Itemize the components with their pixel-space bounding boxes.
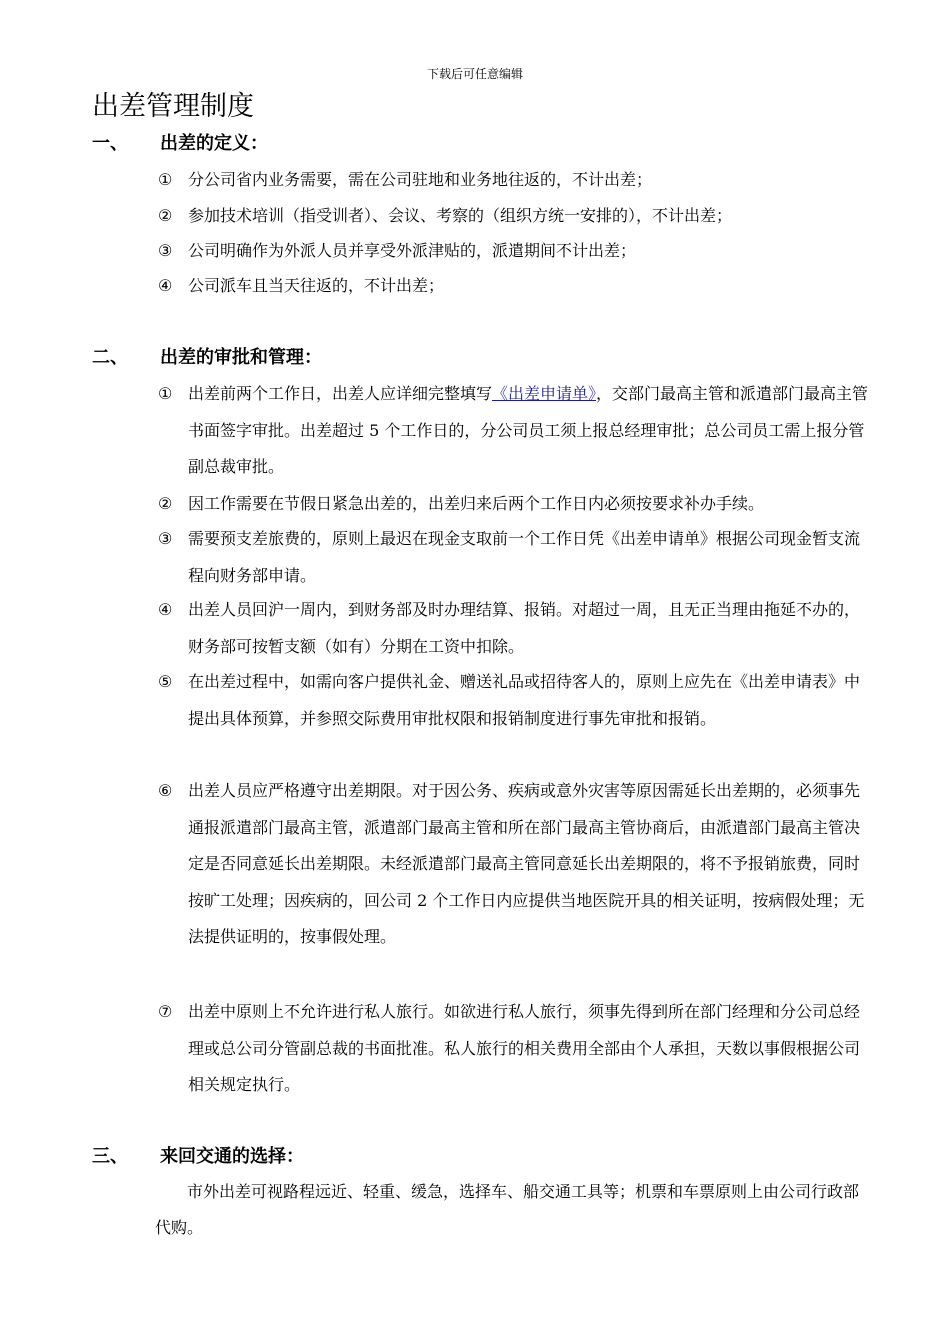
section-3-title: 来回交通的选择： bbox=[160, 1146, 304, 1167]
item-text: 分公司省内业务需要，需在公司驻地和业务地往返的，不计出差； bbox=[188, 170, 653, 189]
item-marker: ③ bbox=[158, 241, 173, 260]
item-marker: ① bbox=[158, 384, 173, 403]
item-marker: ② bbox=[158, 494, 173, 513]
list-item bbox=[158, 198, 870, 235]
item-text: 出差中原则上不允许进行私人旅行。如欲进行私人旅行，须事先得到所在部门经理和分公司总经理或总公司分管副总裁的书面批准。私人旅行的相关费用全部由个人承担，天数以事假根据公司相关规定执行。 bbox=[188, 1002, 861, 1094]
list-item bbox=[158, 486, 870, 523]
list-item bbox=[158, 592, 870, 665]
section-1-heading bbox=[92, 131, 268, 157]
item-text: 在出差过程中，如需向客户提供礼金、赠送礼品或招待客人的，原则上应先在《出差申请表》中提出具体预算，并参照交际费用审批权限和报销制度进行事先审批和报销。 bbox=[188, 672, 861, 728]
section-3-number: 三、 bbox=[92, 1146, 128, 1167]
section-3-heading bbox=[92, 1144, 304, 1170]
item-text: 出差人员应严格遵守出差期限。对于因公务、疾病或意外灾害等原因需延长出差期的，必须事先通报派遣部门最高主管，派遣部门最高主管和所在部门最高主管协商后，由派遣部门最高主管决定是否同意延长出差期限。未经派遣部门最高主管同意延长出差期限的，将不予报销旅费，同时按旷工处理；因疾病的，回公司 2 个工作日内应提供当地医院开具的相关证明，按病假处理；无法提供证明的，按事假处理。 bbox=[188, 781, 865, 946]
section-2-number: 二、 bbox=[92, 347, 128, 368]
section-3-paragraph: 市外出差可视路程远近、轻重、缓急，选择车、船交通工具等；机票和车票原则上由公司行政部代购。 bbox=[155, 1182, 860, 1237]
item-text: 需要预支差旅费的，原则上最迟在现金支取前一个工作日凭《出差申请单》根据公司现金暂支流程向财务部申请。 bbox=[188, 529, 861, 585]
section-1-number: 一、 bbox=[92, 133, 128, 154]
item-text: 参加技术培训（指受训者）、会议、考察的（组织方统一安排的），不计出差； bbox=[188, 206, 733, 225]
item-marker: ④ bbox=[158, 276, 173, 295]
application-form-link[interactable]: 《出差申请单》 bbox=[492, 384, 597, 403]
item-text: 出差人员回沪一周内，到财务部及时办理结算、报销。对超过一周，且无正当理由拖延不办的，财务部可按暂支额（如有）分期在工资中扣除。 bbox=[188, 600, 861, 656]
document-title: 出差管理制度 bbox=[92, 91, 254, 122]
list-item bbox=[158, 664, 870, 737]
item-marker: ② bbox=[158, 206, 173, 225]
item-text-before: 出差前两个工作日，出差人应详细完整填写 bbox=[188, 384, 493, 403]
header-note: 下载后可任意编辑 bbox=[426, 67, 523, 81]
section-1-title: 出差的定义： bbox=[160, 133, 268, 154]
item-text-after: ，交部门最高主管和派遣部门最高主管书面签字审批。出差超过 5 个工作日的，分公司员工须上报总经理审批；总公司员工需上报分管副总裁审批。 bbox=[188, 384, 869, 476]
item-text: 公司派车且当天往返的，不计出差； bbox=[188, 276, 445, 295]
item-marker: ⑥ bbox=[158, 781, 173, 800]
item-marker: ④ bbox=[158, 600, 173, 619]
list-item bbox=[158, 268, 870, 305]
item-marker: ⑤ bbox=[158, 672, 173, 691]
list-item bbox=[158, 994, 870, 1104]
item-marker: ⑦ bbox=[158, 1002, 173, 1021]
section-2-title: 出差的审批和管理： bbox=[160, 347, 322, 368]
list-item bbox=[158, 773, 870, 956]
item-marker: ③ bbox=[158, 529, 173, 548]
item-text bbox=[188, 376, 870, 486]
item-text: 公司明确作为外派人员并享受外派津贴的，派遣期间不计出差； bbox=[188, 241, 637, 260]
section-2-heading bbox=[92, 345, 322, 371]
item-text: 因工作需要在节假日紧急出差的，出差归来后两个工作日内必须按要求补办手续。 bbox=[188, 494, 765, 513]
list-item bbox=[158, 376, 870, 486]
list-item bbox=[158, 162, 870, 199]
list-item bbox=[158, 233, 870, 270]
list-item bbox=[158, 521, 870, 594]
item-marker: ① bbox=[158, 170, 173, 189]
